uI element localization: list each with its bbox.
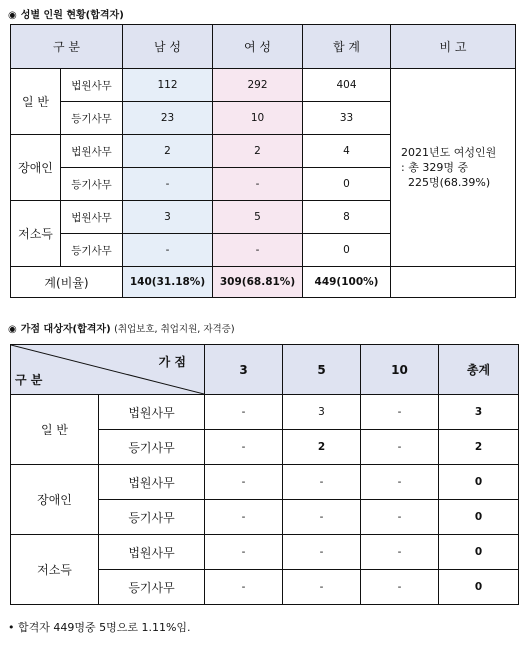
- value-cell: -: [361, 500, 439, 535]
- group-label: 장애인: [11, 135, 61, 201]
- note-cell-bottom: [391, 267, 516, 298]
- corner-bottom-label: 구 분: [15, 373, 43, 387]
- female-value: 5: [213, 201, 303, 234]
- value-total: 0: [439, 535, 519, 570]
- group-label: 일 반: [11, 69, 61, 135]
- section2-title: ◉ 가점 대상자(합격자) (취업보호, 취업지원, 자격증): [8, 324, 235, 335]
- summary-row: [11, 267, 516, 298]
- group-label: 장애인: [11, 465, 99, 535]
- section2-subtitle: (취업보호, 취업지원, 자격증): [114, 324, 235, 335]
- sub-label: 등기사무: [99, 570, 205, 605]
- total-value: 4: [303, 135, 391, 168]
- col-header-note: 비 고: [391, 25, 516, 69]
- value-cell: 3: [283, 395, 361, 430]
- corner-top-label: 가 점: [158, 355, 186, 369]
- male-value: 2: [123, 135, 213, 168]
- header-row: [11, 25, 516, 69]
- footnote: [8, 619, 191, 635]
- note-cell: [391, 69, 516, 267]
- col-header-male: 남 성: [123, 25, 213, 69]
- value-total: 3: [439, 395, 519, 430]
- value-cell: -: [283, 535, 361, 570]
- value-total: 0: [439, 570, 519, 605]
- female-value: 10: [213, 102, 303, 135]
- summary-male: 140(31.18%): [123, 267, 213, 298]
- sub-label: 법원사무: [61, 201, 123, 234]
- table-row: [11, 69, 516, 102]
- male-value: -: [123, 234, 213, 267]
- value-cell: -: [205, 570, 283, 605]
- radio-bullet-icon: ◉: [8, 10, 17, 21]
- summary-total: 449(100%): [303, 267, 391, 298]
- group-label: 저소득: [11, 535, 99, 605]
- value-cell: 2: [283, 430, 361, 465]
- sub-label: 법원사무: [99, 395, 205, 430]
- male-value: 3: [123, 201, 213, 234]
- female-value: 2: [213, 135, 303, 168]
- value-cell: -: [283, 465, 361, 500]
- male-value: -: [123, 168, 213, 201]
- value-cell: -: [205, 430, 283, 465]
- footnote-text: 합격자 449명중 5명으로 1.11%임.: [18, 621, 191, 634]
- col-header-10: 10: [361, 345, 439, 395]
- value-cell: -: [361, 395, 439, 430]
- value-cell: -: [361, 465, 439, 500]
- value-total: 2: [439, 430, 519, 465]
- sub-label: 등기사무: [99, 430, 205, 465]
- sub-label: 등기사무: [61, 234, 123, 267]
- value-total: 0: [439, 500, 519, 535]
- group-label: 일 반: [11, 395, 99, 465]
- sub-label: 법원사무: [61, 135, 123, 168]
- sub-label: 법원사무: [99, 465, 205, 500]
- value-cell: -: [205, 465, 283, 500]
- male-value: 23: [123, 102, 213, 135]
- sub-label: 등기사무: [99, 500, 205, 535]
- gender-table: [10, 24, 516, 298]
- note-line: 2021년도 여성인원: [401, 146, 497, 159]
- total-value: 404: [303, 69, 391, 102]
- value-cell: -: [205, 535, 283, 570]
- value-cell: -: [283, 500, 361, 535]
- total-value: 33: [303, 102, 391, 135]
- col-header-category: 구 분: [11, 25, 123, 69]
- table-row: [11, 535, 519, 570]
- sub-label: 법원사무: [61, 69, 123, 102]
- value-cell: -: [205, 500, 283, 535]
- female-value: -: [213, 168, 303, 201]
- sub-label: 법원사무: [99, 535, 205, 570]
- col-header-5: 5: [283, 345, 361, 395]
- total-value: 0: [303, 234, 391, 267]
- col-header-total: 합 계: [303, 25, 391, 69]
- female-value: -: [213, 234, 303, 267]
- value-total: 0: [439, 465, 519, 500]
- note-line: : 총 329명 중: [401, 161, 469, 174]
- summary-label: 계(비율): [11, 267, 123, 298]
- section1-title: ◉ 성별 인원 현황(합격자): [8, 10, 124, 21]
- value-cell: -: [361, 535, 439, 570]
- radio-bullet-icon: ◉: [8, 324, 17, 335]
- table-row: [11, 465, 519, 500]
- table-row: [11, 395, 519, 430]
- male-value: 112: [123, 69, 213, 102]
- total-value: 0: [303, 168, 391, 201]
- col-header-female: 여 성: [213, 25, 303, 69]
- bonus-table: [10, 344, 519, 605]
- diagonal-header-cell: [11, 345, 205, 395]
- col-header-sum: 총계: [439, 345, 519, 395]
- group-label: 저소득: [11, 201, 61, 267]
- sub-label: 등기사무: [61, 168, 123, 201]
- female-value: 292: [213, 69, 303, 102]
- summary-female: 309(68.81%): [213, 267, 303, 298]
- value-cell: -: [361, 570, 439, 605]
- value-cell: -: [205, 395, 283, 430]
- col-header-3: 3: [205, 345, 283, 395]
- value-cell: -: [361, 430, 439, 465]
- sub-label: 등기사무: [61, 102, 123, 135]
- total-value: 8: [303, 201, 391, 234]
- note-line: 225명(68.39%): [401, 176, 491, 189]
- header-row: [11, 345, 519, 395]
- bullet-dot-icon: •: [8, 621, 15, 634]
- value-cell: -: [283, 570, 361, 605]
